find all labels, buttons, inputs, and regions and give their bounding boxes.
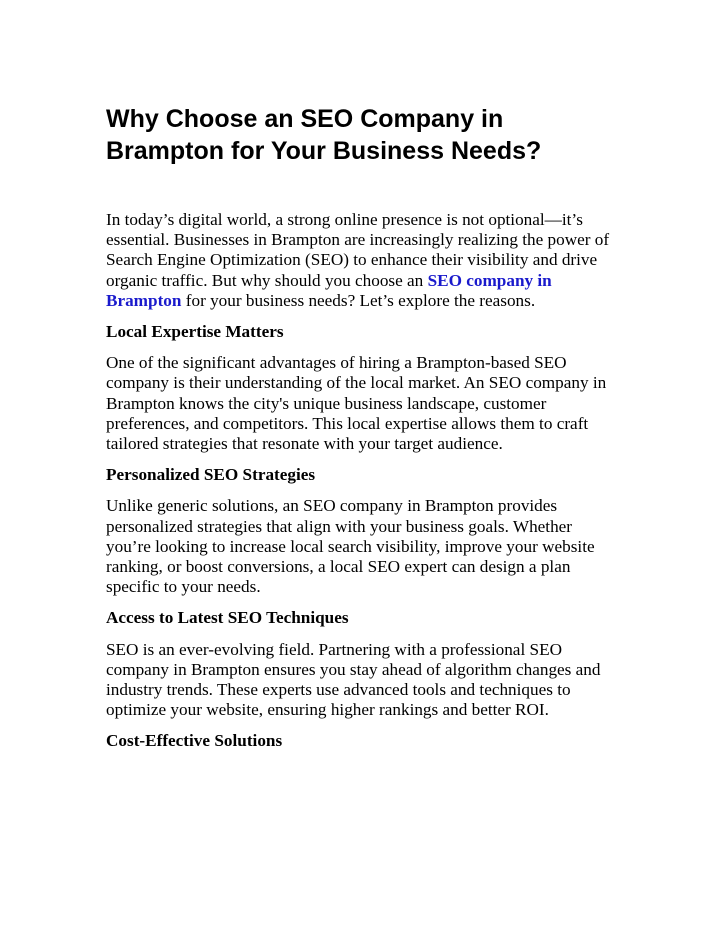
intro-paragraph	[106, 210, 618, 311]
section-body-personalized-strategies: Unlike generic solutions, an SEO company in Brampton provides personalized strategies that align with your business goals. Whether you’re looking to increase local search visibility, improve your website ranking, or boost conversions, a local SEO expert can design a plan specific to your needs.	[106, 496, 595, 597]
section-heading-cost-effective: Cost-Effective Solutions	[106, 731, 283, 751]
section-heading-personalized-strategies: Personalized SEO Strategies	[106, 465, 316, 485]
section-heading-local-expertise: Local Expertise Matters	[106, 322, 284, 342]
section-heading-latest-techniques: Access to Latest SEO Techniques	[106, 608, 349, 628]
seo-company-link[interactable]: SEO company in Brampton	[106, 270, 552, 310]
document-page	[106, 103, 618, 763]
intro-text-before-link: In today’s digital world, a strong online presence is not optional—it’s essential. Businesses in Brampton are increasingly realizing the power of Search Engine Optimization (SEO) to enhance their visibility and drive organic traffic. But why should you choose an	[106, 210, 610, 290]
section-body-local-expertise: One of the significant advantages of hiring a Brampton-based SEO company is their understanding of the local market. An SEO company in Brampton knows the city's unique business landscape, customer preferences, and competitors. This local expertise allows them to craft tailored strategies that resonate with your target audience.	[106, 353, 607, 454]
page-title: Why Choose an SEO Company in Brampton for Your Business Needs?	[106, 105, 542, 165]
section-body-latest-techniques: SEO is an ever-evolving field. Partnering with a professional SEO company in Brampton ensures you stay ahead of algorithm changes and industry trends. These experts use advanced tools and techniques to optimize your website, ensuring higher rankings and better ROI.	[106, 639, 601, 720]
intro-text-after-link: for your business needs? Let’s explore the reasons.	[181, 290, 536, 310]
